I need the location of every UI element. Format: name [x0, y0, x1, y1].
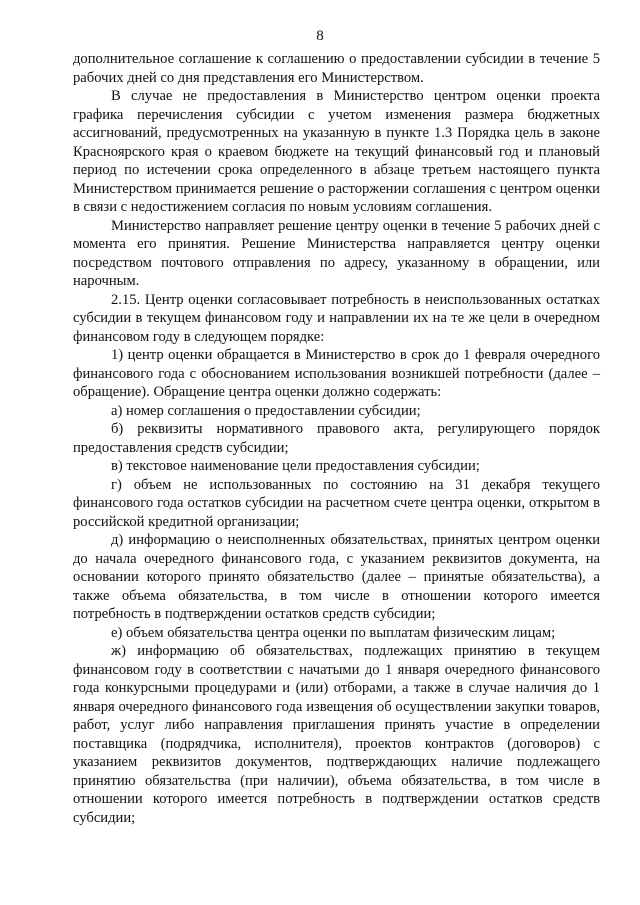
- paragraph-subitem-e: е) объем обязательства центра оценки по выплатам физическим лицам;: [111, 624, 556, 641]
- paragraph-section-2-15: 2.15. Центр оценки согласовывает потребность в неиспользованных остатках субсидии в текущем финансовом году и направлении их на те же цели в очередном финансовом году в следующем порядке:: [73, 291, 600, 345]
- paragraph-subitem-a: а) номер соглашения о предоставлении субсидии;: [111, 402, 421, 419]
- paragraph-subitem-d: д) информацию о неисполненных обязательствах, принятых центром оценки до начала очередного финансового года, с указанием реквизитов документа, на основании которого принято обязательство (далее – принятые обязательства), а также объема обязательства, в том числе в отношении которого имеется потребность в подтверждении остатков средств субсидии;: [73, 532, 600, 622]
- paragraph-decision-delivery: Министерство направляет решение центру оценки в течение 5 рабочих дней с момента его принятия. Решение Министерства направляется центру оценки посредством почтового отправления по адресу, указанному в обращении, или нарочным.: [73, 217, 600, 289]
- paragraph-subitem-v: в) текстовое наименование цели предоставления субсидии;: [111, 458, 480, 474]
- page-number: 8: [316, 28, 324, 44]
- paragraph-subitem-b: б) реквизиты нормативного правового акта, регулирующего порядок предоставления средств субсидии;: [73, 421, 600, 456]
- paragraph-termination-decision: В случае не предоставления в Министерство центром оценки проекта графика перечисления субсидии с учетом изменения размера бюджетных ассигнований, предусмотренных на указанную в пункте 1.3 Порядка цель в законе Красноярского края о краевом бюджете на текущий финансовый год и плановый период по истечении срока определенного в абзаце третьем настоящего пункта Министерством принимается решение о расторжении соглашения с центром оценки в связи с недостижением согласия по новым условиям соглашения.: [73, 88, 600, 215]
- document-body: [73, 50, 600, 827]
- paragraph-item-1: 1) центр оценки обращается в Министерство в срок до 1 февраля очередного финансового года с обоснованием использования возникшей потребности (далее – обращение). Обращение центра оценки должно содержать:: [73, 347, 600, 400]
- paragraph-subitem-g: г) объем не использованных по состоянию на 31 декабря текущего финансового года остатков субсидии на расчетном счете центра оценки, открытом в российской кредитной организации;: [73, 476, 600, 530]
- paragraph-subitem-zh: ж) информацию об обязательствах, подлежащих принятию в текущем финансовом году в соответствии с начатыми до 1 января очередного финансового года конкурсными процедурами и (или) отборами, а также в случае наличия до 1 января очередного финансового года извещения об осуществлении закупки товаров, работ, услуг либо направления приглашения принять участие в определении поставщика (подрядчика, исполнителя), проектов контрактов (договоров) с указанием реквизитов документов, подтверждающих наличие подлежащего принятию обязательства (при наличии), объема обязательства, в том числе в отношении которого имеется потребность в подтверждении остатков средств субсидии;: [73, 643, 600, 826]
- paragraph-continuation: дополнительное соглашение к соглашению о предоставлении субсидии в течение 5 рабочих дней со дня представления его Министерством.: [73, 51, 600, 86]
